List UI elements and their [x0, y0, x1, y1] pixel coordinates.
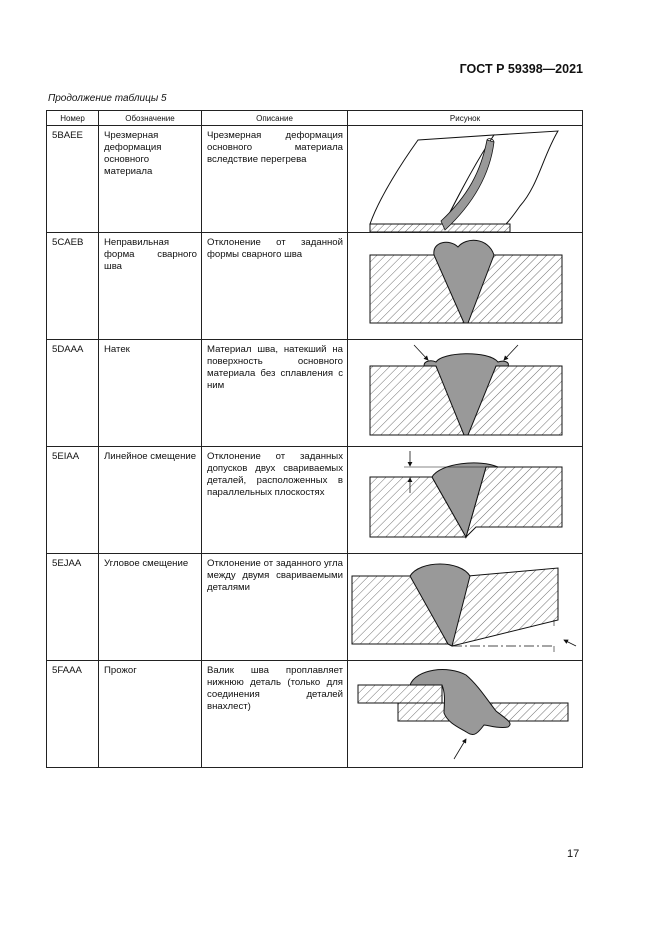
table-row: [47, 661, 583, 768]
row-description: Валик шва проплавляет нижнюю деталь (только для соединения деталей внахлест): [202, 661, 348, 768]
row-figure: [348, 126, 583, 233]
col-header-figure: Рисунок: [348, 111, 583, 126]
row-designation: Прожог: [99, 661, 202, 768]
linear-misalignment-figure: [348, 447, 582, 553]
row-code: 5FAAA: [47, 661, 99, 768]
col-header-description: Описание: [202, 111, 348, 126]
row-description: Материал шва, натекший на поверхность основного материала без сплавления с ним: [202, 340, 348, 447]
row-figure: [348, 661, 583, 768]
col-header-designation: Обозначение: [99, 111, 202, 126]
defects-table: [46, 110, 583, 768]
row-code: 5CAEB: [47, 233, 99, 340]
row-code: 5EJAA: [47, 554, 99, 661]
col-header-number: Номер: [47, 111, 99, 126]
table-row: [47, 126, 583, 233]
row-figure: [348, 233, 583, 340]
angular-misalignment-figure: [348, 554, 582, 660]
table-row: [47, 554, 583, 661]
row-designation: Чрезмерная деформация основного материала: [99, 126, 202, 233]
table-header-row: [47, 111, 583, 126]
row-designation: Линейное смещение: [99, 447, 202, 554]
row-figure: [348, 447, 583, 554]
table-row: [47, 233, 583, 340]
incorrect-weld-shape-figure: [348, 233, 582, 339]
standard-number: ГОСТ Р 59398—2021: [459, 62, 583, 76]
row-description: Чрезмерная деформация основного материала вследствие перегрева: [202, 126, 348, 233]
row-designation: Угловое смещение: [99, 554, 202, 661]
row-designation: Неправильная форма сварного шва: [99, 233, 202, 340]
row-description: Отклонение от заданных допусков двух свариваемых деталей, расположенных в параллельных плоскостях: [202, 447, 348, 554]
row-description: Отклонение от заданного угла между двумя свариваемыми деталями: [202, 554, 348, 661]
row-figure: [348, 340, 583, 447]
row-code: 5DAAA: [47, 340, 99, 447]
row-designation: Натек: [99, 340, 202, 447]
overlap-figure: [348, 340, 582, 446]
burn-through-figure: [348, 661, 582, 767]
excessive-deformation-figure: [348, 126, 582, 232]
table-row: [47, 340, 583, 447]
table-row: [47, 447, 583, 554]
row-code: 5BAEE: [47, 126, 99, 233]
row-figure: [348, 554, 583, 661]
page-number: 17: [567, 848, 580, 860]
table-caption: Продолжение таблицы 5: [48, 93, 167, 104]
row-code: 5EIAA: [47, 447, 99, 554]
row-description: Отклонение от заданной формы сварного шва: [202, 233, 348, 340]
